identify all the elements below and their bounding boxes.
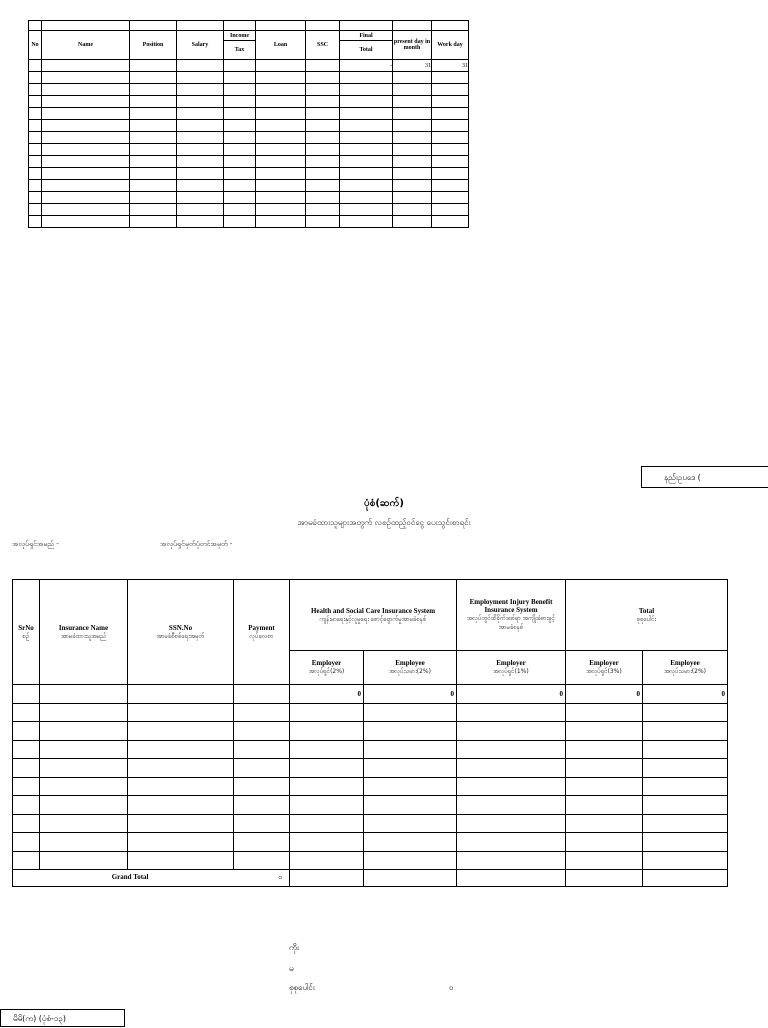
- col-header-present-day: present day in month: [393, 31, 432, 60]
- table-row: [13, 777, 728, 796]
- table-row: [13, 833, 728, 852]
- table-row: [29, 84, 469, 96]
- form-title: ပုံစံ(ဆက်): [364, 498, 404, 509]
- col-header-total: Total စုစုပေါင်း: [566, 580, 728, 651]
- table-row: [13, 740, 728, 759]
- row-present-day: 31: [393, 60, 432, 72]
- table-row: [29, 144, 469, 156]
- col-header-total-employee: Employee အလုပ်သမား(2%): [643, 651, 728, 685]
- col-header-ssn: SSN.No အာမခံစီစစ်ရေးအမှတ်: [128, 580, 234, 685]
- row-work-day: 31: [432, 60, 469, 72]
- col-header-total: Total: [340, 41, 393, 60]
- col-header-health-employer: Employer အလုပ်ရှင်(2%): [290, 651, 364, 685]
- employer-name-label: အလုပ်ရှင်အမည် -: [12, 540, 59, 548]
- table-row: [29, 216, 469, 228]
- form-code-box: မိမိ(က) (ပုံစံ-၁၃): [0, 1009, 125, 1027]
- col-header-ssc: SSC: [306, 31, 340, 60]
- table-row: [29, 132, 469, 144]
- table-row: [29, 60, 469, 72]
- col-header-health-insurance: Health and Social Care Insurance System ကျန်းမာရေးနှင့်လူမှုရေး စောင့်ရှောက်မှုအာမခံစနစ်: [290, 580, 457, 651]
- col-header-final: Final: [340, 31, 393, 41]
- col-header-income: Income: [224, 31, 256, 41]
- form-subtitle: အာမခံထားသူများအတွက် လစဉ်ထည့်ဝင်ငွေ ပေးသွင်းစာရင်း: [297, 518, 471, 527]
- value-total-employer: 0: [566, 685, 643, 704]
- col-header-injury-employer: Employer အလုပ်ရှင်(1%): [457, 651, 566, 685]
- col-header-health-employee: Employee အလုပ်သမား(2%): [364, 651, 457, 685]
- table-row: [29, 72, 469, 84]
- table-row: [13, 703, 728, 722]
- grand-total-row: [13, 870, 290, 887]
- col-header-position: Position: [130, 31, 177, 60]
- grand-total-payment: ၀: [277, 873, 282, 881]
- table-row: [29, 204, 469, 216]
- table-row: [13, 851, 728, 870]
- col-header-insurance-name: Insurance Name အာမခံထားသူအမည်: [40, 580, 128, 685]
- table-row: [13, 814, 728, 833]
- payroll-body: [29, 60, 469, 228]
- insurance-table: [12, 579, 728, 887]
- col-header-tax: Tax: [224, 41, 256, 60]
- value-total-employee: 0: [643, 685, 728, 704]
- table-row: [13, 759, 728, 778]
- table-row: [13, 722, 728, 741]
- value-injury-employer: 0: [457, 685, 566, 704]
- table-row: [29, 180, 469, 192]
- table-row: [29, 108, 469, 120]
- footer-zero: ၀: [449, 983, 454, 992]
- value-health-employee: 0: [364, 685, 457, 704]
- col-header-name: Name: [42, 31, 130, 60]
- col-header-work-day: Work day: [432, 31, 469, 60]
- footer-line-2: မ: [289, 964, 294, 973]
- table-row: [29, 120, 469, 132]
- col-header-srno: SrNo စဉ်: [13, 580, 40, 685]
- table-row: [29, 168, 469, 180]
- value-health-employer: 0: [290, 685, 364, 704]
- footer-line-1: ကိုး: [289, 943, 299, 952]
- col-header-total-employer: Employer အလုပ်ရှင်(3%): [566, 651, 643, 685]
- table-row: [29, 156, 469, 168]
- row-total: -: [340, 60, 393, 72]
- table-row: [13, 796, 728, 815]
- regulation-stamp: နည်းဥပဒေ (: [641, 466, 768, 488]
- col-header-no: No: [29, 31, 42, 60]
- table-row: [29, 96, 469, 108]
- table-row: [29, 192, 469, 204]
- col-header-payment: Payment လုပ်ခလစာ: [234, 580, 290, 685]
- payroll-table: [28, 20, 469, 228]
- col-header-loan: Loan: [256, 31, 306, 60]
- col-header-injury-insurance: Employment Injury Benefit Insurance System အလုပ်တွင်ထိခိုက်ဒဏ်ရာ အကျိုးခံစားခွင့်အာမခံစနစ်: [457, 580, 566, 651]
- table-row: [13, 685, 728, 704]
- insurance-body: [13, 685, 728, 870]
- grand-total-label: Grand Total: [111, 873, 149, 881]
- footer-line-3: စုစုပေါင်း: [289, 983, 315, 992]
- col-header-salary: Salary: [177, 31, 224, 60]
- employer-registration-label: အလုပ်ရှင်မှတ်ပုံတင်အမှတ် -: [160, 540, 233, 548]
